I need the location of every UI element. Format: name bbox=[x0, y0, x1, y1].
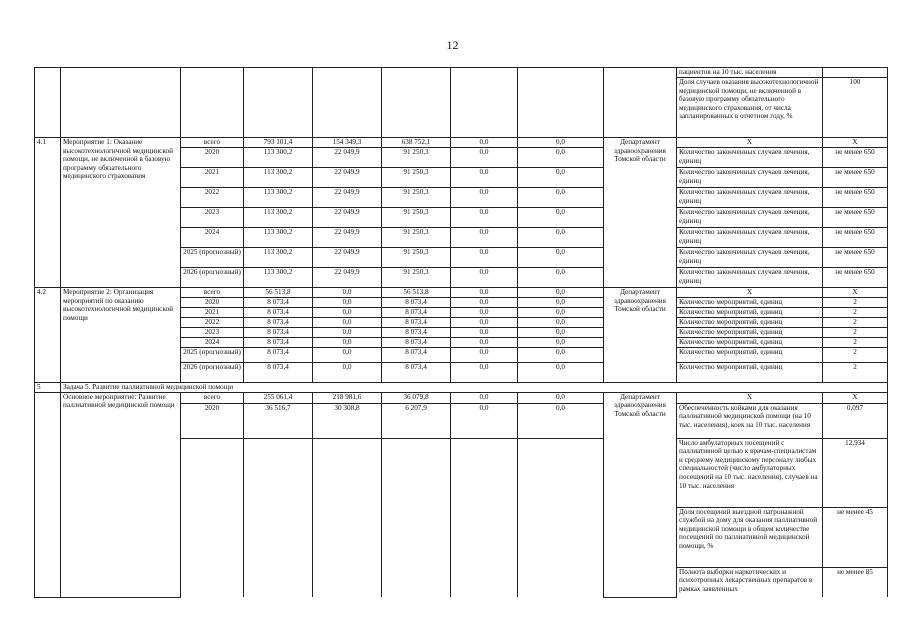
federal-cell: 0,0 bbox=[313, 338, 382, 348]
local-cell: 0,0 bbox=[451, 268, 518, 288]
indicator-text: Количество законченных случаев лечения, единиц bbox=[677, 148, 823, 168]
indicator-value: не менее 650 bbox=[823, 248, 888, 268]
m42-row bbox=[35, 288, 888, 298]
extra-cell: 0,0 bbox=[518, 338, 604, 348]
federal-cell: 218 981,6 bbox=[313, 392, 382, 403]
regional-cell: 8 073,4 bbox=[382, 348, 451, 363]
regional-cell: 91 250,3 bbox=[382, 208, 451, 228]
indicator-text: Полнота выборки наркотических и психотропных лекарственных препаратов в рамках заявленных bbox=[677, 567, 823, 597]
year-cell: 2025 (прогнозный) bbox=[181, 348, 244, 363]
indicator-value: не менее 650 bbox=[823, 168, 888, 188]
federal-cell: 0,0 bbox=[313, 348, 382, 363]
local-cell: 0,0 bbox=[451, 328, 518, 338]
regional-cell: 6 207,9 bbox=[382, 403, 451, 438]
extra-cell: 0,0 bbox=[518, 228, 604, 248]
regional-cell: 8 073,4 bbox=[382, 308, 451, 318]
indicator-value: не менее 650 bbox=[823, 228, 888, 248]
indicator-text: Количество законченных случаев лечения, единиц bbox=[677, 268, 823, 288]
local-cell: 0,0 bbox=[451, 338, 518, 348]
indicator-text: Количество мероприятий, единиц bbox=[677, 308, 823, 318]
indicator-text: Количество законченных случаев лечения, единиц bbox=[677, 168, 823, 188]
federal-cell: 22 049,9 bbox=[313, 228, 382, 248]
local-cell: 0,0 bbox=[451, 363, 518, 383]
local-cell: 0,0 bbox=[451, 288, 518, 298]
indicator-value: 2 bbox=[823, 363, 888, 383]
program-table bbox=[34, 67, 888, 598]
total-cell: 8 073,4 bbox=[244, 298, 313, 308]
extra-cell: 0,0 bbox=[518, 318, 604, 328]
regional-cell: 8 073,4 bbox=[382, 328, 451, 338]
m41-row bbox=[35, 138, 888, 148]
total-cell: 113 300,2 bbox=[244, 168, 313, 188]
regional-cell: 36 079,8 bbox=[382, 392, 451, 403]
total-cell: 113 300,2 bbox=[244, 248, 313, 268]
indicator-value: 2 bbox=[823, 348, 888, 363]
year-cell: 2026 (прогнозный) bbox=[181, 363, 244, 383]
extra-cell: 0,0 bbox=[518, 348, 604, 363]
extra-cell: 0,0 bbox=[518, 403, 604, 438]
regional-cell: 8 073,4 bbox=[382, 298, 451, 308]
indicator-text: Количество мероприятий, единиц bbox=[677, 348, 823, 363]
indicator-value: не менее 650 bbox=[823, 268, 888, 288]
total-cell: 8 073,4 bbox=[244, 308, 313, 318]
year-cell: 2024 bbox=[181, 338, 244, 348]
federal-cell: 0,0 bbox=[313, 318, 382, 328]
local-cell: 0,0 bbox=[451, 298, 518, 308]
extra-cell: 0,0 bbox=[518, 392, 604, 403]
year-cell: всего bbox=[181, 288, 244, 298]
extra-cell: 0,0 bbox=[518, 298, 604, 308]
extra-cell: 0,0 bbox=[518, 208, 604, 228]
year-cell: 2025 (прогнозный) bbox=[181, 248, 244, 268]
year-cell: 2022 bbox=[181, 188, 244, 208]
indicator-text: Количество законченных случаев лечения, единиц bbox=[677, 188, 823, 208]
indicator-text: Доля посещений выездной патронажной службой на дому для оказания паллиативной медицинской помощи в общем количестве посещений по паллиативной медицинской помощи, % bbox=[677, 507, 823, 567]
total-cell: 113 300,2 bbox=[244, 268, 313, 288]
year-cell: всего bbox=[181, 392, 244, 403]
local-cell: 0,0 bbox=[451, 208, 518, 228]
regional-cell: 91 250,3 bbox=[382, 228, 451, 248]
year-cell: 2021 bbox=[181, 308, 244, 318]
federal-cell: 22 049,9 bbox=[313, 168, 382, 188]
local-cell: 0,0 bbox=[451, 138, 518, 148]
indicator-text: Х bbox=[677, 392, 823, 403]
federal-cell: 22 049,9 bbox=[313, 268, 382, 288]
local-cell: 0,0 bbox=[451, 392, 518, 403]
indicator-value: 2 bbox=[823, 318, 888, 328]
total-cell: 113 300,2 bbox=[244, 148, 313, 168]
year-cell: 2020 bbox=[181, 298, 244, 308]
task-number: 5 bbox=[35, 383, 61, 393]
federal-cell: 0,0 bbox=[313, 363, 382, 383]
total-cell: 113 300,2 bbox=[244, 208, 313, 228]
task-title: Задача 5. Развитие паллиативной медицинской помощи bbox=[61, 383, 888, 393]
local-cell: 0,0 bbox=[451, 148, 518, 168]
regional-cell: 8 073,4 bbox=[382, 363, 451, 383]
total-cell: 8 073,4 bbox=[244, 328, 313, 338]
local-cell: 0,0 bbox=[451, 228, 518, 248]
page-number: 12 bbox=[446, 38, 459, 52]
m5-executor: Департамент здравоохранения Томской области bbox=[604, 392, 677, 597]
indicator-text: Обеспеченность койками для оказания паллиативной медицинской помощи (на 10 тыс. населения), коек на 10 тыс. населения bbox=[677, 403, 823, 438]
indicator-text: Доля случаев оказания высокотехнологичной медицинской помощи, не включенной в базовую программу обязательного медицинского страхования, от числа запланированных в отчетном году, % bbox=[677, 78, 823, 138]
m42-name: Мероприятие 2: Организация мероприятий по оказанию высокотехнологичной медицинской помощи bbox=[61, 288, 181, 383]
indicator-value: 2 bbox=[823, 308, 888, 318]
local-cell: 0,0 bbox=[451, 318, 518, 328]
regional-cell: 91 250,3 bbox=[382, 168, 451, 188]
total-cell: 8 073,4 bbox=[244, 363, 313, 383]
local-cell: 0,0 bbox=[451, 308, 518, 318]
year-cell: 2021 bbox=[181, 168, 244, 188]
regional-cell: 91 250,3 bbox=[382, 148, 451, 168]
indicator-value: не менее 650 bbox=[823, 208, 888, 228]
indicator-text: Число амбулаторных посещений с паллиативной целью к врачам-специалистам и среднему медицинскому персоналу любых специальностей (число амбулаторных посещений на 10 тыс. населения), случаев на 10 тыс. населения bbox=[677, 438, 823, 507]
federal-cell: 30 308,8 bbox=[313, 403, 382, 438]
indicator-text: Количество законченных случаев лечения, единиц bbox=[677, 248, 823, 268]
federal-cell: 22 049,9 bbox=[313, 248, 382, 268]
total-cell: 793 101,4 bbox=[244, 138, 313, 148]
regional-cell: 91 250,3 bbox=[382, 188, 451, 208]
indicator-text: Количество мероприятий, единиц bbox=[677, 328, 823, 338]
extra-cell: 0,0 bbox=[518, 308, 604, 318]
local-cell: 0,0 bbox=[451, 248, 518, 268]
regional-cell: 8 073,4 bbox=[382, 318, 451, 328]
indicator-text: пациентов на 10 тыс. населения bbox=[677, 68, 823, 78]
extra-cell: 0,0 bbox=[518, 148, 604, 168]
regional-cell: 638 752,1 bbox=[382, 138, 451, 148]
year-cell: 2023 bbox=[181, 208, 244, 228]
indicator-value: 12,934 bbox=[823, 438, 888, 507]
indicator-text: Х bbox=[677, 138, 823, 148]
indicator-text: Количество мероприятий, единиц bbox=[677, 363, 823, 383]
regional-cell: 8 073,4 bbox=[382, 338, 451, 348]
total-cell: 56 513,8 bbox=[244, 288, 313, 298]
year-cell: 2026 (прогнозный) bbox=[181, 268, 244, 288]
regional-cell: 56 513,8 bbox=[382, 288, 451, 298]
indicator-text: Х bbox=[677, 288, 823, 298]
year-cell: 2020 bbox=[181, 148, 244, 168]
m5-row-total bbox=[35, 392, 888, 403]
indicator-value: 100 bbox=[823, 78, 888, 138]
local-cell: 0,0 bbox=[451, 403, 518, 438]
m42-executor: Департамент здравоохранения Томской области bbox=[604, 288, 677, 383]
total-cell: 255 061,4 bbox=[244, 392, 313, 403]
indicator-value: Х bbox=[823, 392, 888, 403]
indicator-text: Количество мероприятий, единиц bbox=[677, 338, 823, 348]
indicator-value: 2 bbox=[823, 338, 888, 348]
total-cell: 8 073,4 bbox=[244, 338, 313, 348]
local-cell: 0,0 bbox=[451, 348, 518, 363]
indicator-value: 2 bbox=[823, 328, 888, 338]
total-cell: 113 300,2 bbox=[244, 228, 313, 248]
federal-cell: 0,0 bbox=[313, 308, 382, 318]
indicator-value: 2 bbox=[823, 298, 888, 308]
extra-cell: 0,0 bbox=[518, 328, 604, 338]
local-cell: 0,0 bbox=[451, 188, 518, 208]
indicator-text: Количество законченных случаев лечения, единиц bbox=[677, 208, 823, 228]
indicator-value: Х bbox=[823, 288, 888, 298]
indicator-value: не менее 85 bbox=[823, 567, 888, 597]
indicator-value: не менее 650 bbox=[823, 148, 888, 168]
indicator-value: не менее 45 bbox=[823, 507, 888, 567]
year-cell: 2022 bbox=[181, 318, 244, 328]
task-row bbox=[35, 383, 888, 393]
indicator-text: Количество мероприятий, единиц bbox=[677, 298, 823, 308]
extra-cell: 0,0 bbox=[518, 248, 604, 268]
federal-cell: 22 049,9 bbox=[313, 208, 382, 228]
regional-cell: 91 250,3 bbox=[382, 268, 451, 288]
extra-cell: 0,0 bbox=[518, 268, 604, 288]
m5-name: Основное мероприятие: Развитие паллиативной медицинской помощи bbox=[61, 392, 181, 597]
total-cell: 8 073,4 bbox=[244, 348, 313, 363]
federal-cell: 0,0 bbox=[313, 298, 382, 308]
indicator-text: Количество мероприятий, единиц bbox=[677, 318, 823, 328]
indicator-value: не менее 650 bbox=[823, 188, 888, 208]
regional-cell: 91 250,3 bbox=[382, 248, 451, 268]
extra-cell: 0,0 bbox=[518, 188, 604, 208]
indicator-value: Х bbox=[823, 138, 888, 148]
federal-cell: 154 349,3 bbox=[313, 138, 382, 148]
indicator-text: Количество законченных случаев лечения, единиц bbox=[677, 228, 823, 248]
extra-cell: 0,0 bbox=[518, 363, 604, 383]
indicator-value: 0,097 bbox=[823, 403, 888, 438]
m41-number: 4.1 bbox=[35, 138, 61, 288]
federal-cell: 22 049,9 bbox=[313, 148, 382, 168]
year-cell: 2020 bbox=[181, 403, 244, 438]
year-cell: всего bbox=[181, 138, 244, 148]
extra-cell: 0,0 bbox=[518, 168, 604, 188]
total-cell: 8 073,4 bbox=[244, 318, 313, 328]
top-row-1 bbox=[35, 68, 888, 78]
local-cell: 0,0 bbox=[451, 168, 518, 188]
year-cell: 2024 bbox=[181, 228, 244, 248]
m41-name: Мероприятие 1: Оказание высокотехнологичной медицинской помощи, не включенной в базовую программу обязательного медицинского страхования bbox=[61, 138, 181, 288]
total-cell: 113 300,2 bbox=[244, 188, 313, 208]
m41-executor: Департамент здравоохранения Томской области bbox=[604, 138, 677, 288]
federal-cell: 0,0 bbox=[313, 288, 382, 298]
m42-number: 4.2 bbox=[35, 288, 61, 383]
federal-cell: 22 049,9 bbox=[313, 188, 382, 208]
extra-cell: 0,0 bbox=[518, 138, 604, 148]
year-cell: 2023 bbox=[181, 328, 244, 338]
extra-cell: 0,0 bbox=[518, 288, 604, 298]
federal-cell: 0,0 bbox=[313, 328, 382, 338]
total-cell: 36 516,7 bbox=[244, 403, 313, 438]
